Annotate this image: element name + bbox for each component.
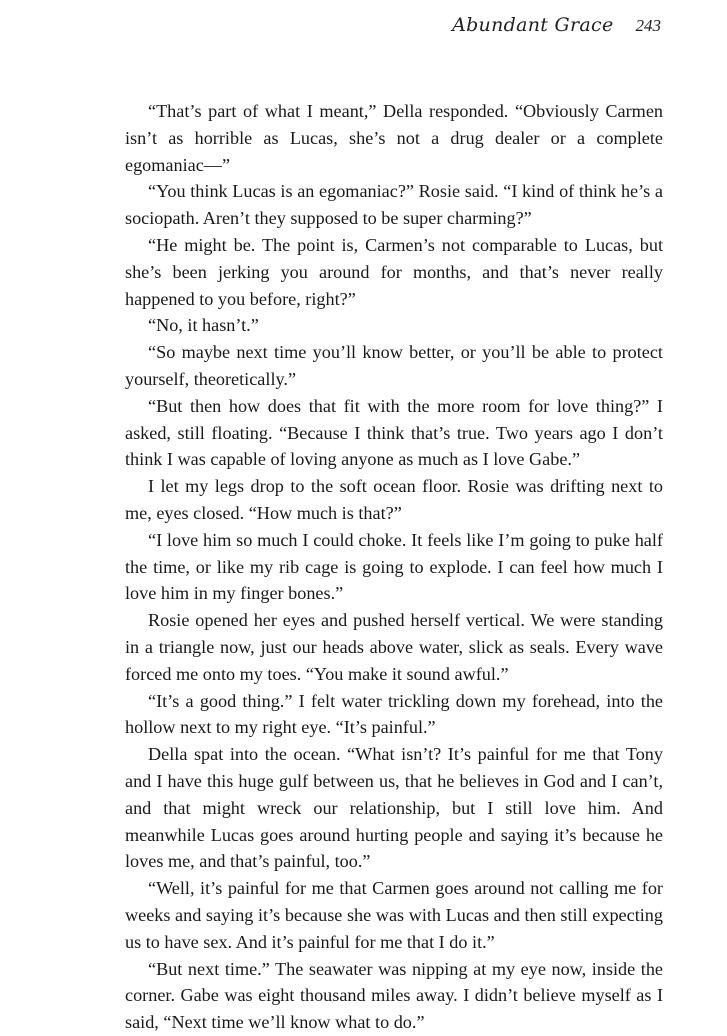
- paragraph: “He might be. The point is, Carmen’s not comparable to Lucas, but she’s been jerking you around for months, and that’s never really happened to you before, right?”: [125, 234, 663, 309]
- paragraph: “You think Lucas is an egomaniac?” Rosie said. “I kind of think he’s a sociopath. Aren’t they supposed to be super charming?”: [125, 181, 663, 229]
- paragraph: “That’s part of what I meant,” Della responded. “Obviously Carmen isn’t as horrible as Lucas, she’s not a drug dealer or a complete egomaniac—”: [125, 101, 663, 175]
- running-header: [452, 14, 661, 36]
- paragraph: “But then how does that fit with the more room for love thing?” I asked, still floating. “Because I think that’s true. Two years ago I don’t think I was capable of loving anyone as much as I love Gabe.”: [125, 395, 663, 470]
- paragraph: “But next time.” The seawater was nipping at my eye now, inside the corner. Gabe was eight thousand miles away. I didn’t believe myself as I said, “Next time we’ll know what to do.”: [125, 958, 663, 1033]
- paragraph: “I love him so much I could choke. It feels like I’m going to puke half the time, or like my rib cage is going to explode. I can feel how much I love him in my finger bones.”: [125, 529, 663, 604]
- paragraph: Della spat into the ocean. “What isn’t? It’s painful for me that Tony and I have this huge gulf between us, that he believes in God and I can’t, and that might wreck our relationship, but I still love him. And meanwhile Lucas goes around hurting people and saying it’s because he loves me, and that’s painful, too.”: [125, 744, 663, 872]
- paragraph: “Well, it’s painful for me that Carmen goes around not calling me for weeks and saying it’s because she was with Lucas and then still expecting us to have sex. And it’s painful for me that I do it.”: [125, 878, 663, 952]
- paragraph: “No, it hasn’t.”: [148, 315, 259, 336]
- book-title: Abundant Grace: [452, 14, 614, 36]
- paragraph: I let my legs drop to the soft ocean floor. Rosie was drifting next to me, eyes closed. “How much is that?”: [125, 476, 663, 523]
- paragraph: Rosie opened her eyes and pushed herself vertical. We were standing in a triangle now, just our heads above water, slick as seals. Every wave forced me onto my toes. “You make it sound awful.”: [125, 610, 663, 684]
- paragraph: “So maybe next time you’ll know better, or you’ll be able to protect yourself, theoretically.”: [125, 342, 663, 389]
- page-number: 243: [635, 16, 661, 35]
- page-body: [125, 98, 663, 1036]
- paragraph: “It’s a good thing.” I felt water trickling down my forehead, into the hollow next to my right eye. “It’s painful.”: [125, 690, 663, 738]
